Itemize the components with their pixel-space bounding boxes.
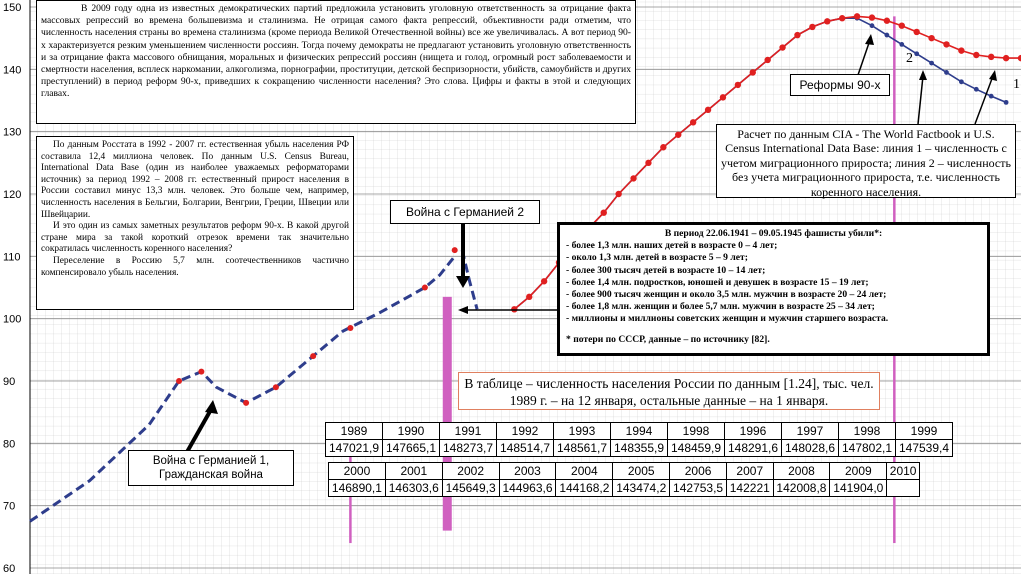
- year-cell: 1997: [782, 423, 839, 440]
- year-cell: 1999: [896, 423, 953, 440]
- year-cell: 2000: [329, 463, 386, 480]
- value-cell: 148291,6: [725, 440, 782, 457]
- fascists-item: - более 1,3 млн. наших детей в возрасте 0 – 4 лет;: [566, 240, 778, 252]
- fascists-item: - более 1,4 млн. подростков, юношей и девушек в возрасте 15 – 19 лет;: [566, 276, 869, 288]
- line2-point-26: [899, 42, 904, 47]
- line1-point-13: [705, 107, 711, 113]
- line1-point-15: [735, 82, 741, 88]
- line1-point-22: [839, 15, 845, 21]
- table-title: В таблице – численность населения России по данным [1.24], тыс. чел.: [464, 376, 874, 391]
- line1-point-1: [526, 294, 532, 300]
- year-cell: 2002: [442, 463, 499, 480]
- table-row-years: [326, 423, 953, 440]
- value-cell: 148273,7: [440, 440, 497, 457]
- early-point-5: [347, 325, 353, 331]
- y-tick-label-70: 70: [3, 500, 16, 513]
- line1-point-17: [764, 57, 770, 63]
- fascists-title: В период 22.06.1941 – 09.05.1945 фашисты убили*:: [664, 228, 883, 239]
- early-point-1: [198, 369, 204, 375]
- y-tick-label-90: 90: [3, 376, 16, 388]
- line2-point-25: [884, 33, 889, 38]
- line2-point-30: [959, 79, 964, 84]
- value-cell: 147539,4: [896, 440, 953, 457]
- line1-point-21: [824, 18, 830, 24]
- y-tick-label-100: 100: [3, 313, 22, 326]
- year-cell: 2001: [385, 463, 442, 480]
- y-tick-label-150: 150: [3, 2, 22, 14]
- war1-label: [128, 450, 294, 486]
- value-cell: 148561,7: [554, 440, 611, 457]
- year-cell: 1991: [440, 423, 497, 440]
- value-cell: 146303,6: [385, 480, 442, 497]
- value-cell: 148355,9: [611, 440, 668, 457]
- value-cell: 144963,6: [499, 480, 556, 497]
- year-cell: 1998: [839, 423, 896, 440]
- line1-point-32: [988, 54, 994, 60]
- war2-text: Война с Германией 2: [405, 205, 525, 219]
- line1-point-28: [928, 35, 934, 41]
- war2-label: [390, 200, 540, 224]
- war1-text: Война с Германией 1, Гражданская война: [152, 455, 270, 481]
- fascists-list: [566, 240, 981, 325]
- fascists-note: * потери по СССР, данные – по источнику [82].: [566, 333, 770, 345]
- line1-point-12: [690, 119, 696, 125]
- table-row-values: [329, 480, 920, 497]
- line1-point-19: [794, 32, 800, 38]
- line1-point-10: [660, 144, 666, 150]
- year-cell: 2007: [727, 463, 774, 480]
- line2-point-24: [870, 23, 875, 28]
- value-cell: 148459,9: [668, 440, 725, 457]
- line1-point-27: [913, 29, 919, 35]
- value-cell: 147665,1: [383, 440, 440, 457]
- line1-point-23: [854, 13, 860, 19]
- y-tick-label-60: 60: [3, 563, 16, 574]
- intro-text: В 2009 году одна из известных демократических партий предложила установить уголовную ответственность за отрицание факта массовых репрессий во времена большевизма и сталинизма. Не отрицая самого факта репрессий, объективности ради отметим, что численность населения страны во времена сталинизма (кроме периода Великой Отечественной войны) все же увеличивалась. А вот период 90-х характеризуется резким уменьшением численности россиян. Тогда почему демократы не предлагают установить уголовную ответственность и за отрицание факта массового обнищания, моральных и физических репрессий россиян (нищета и голод, огромный рост заболеваемости и смертности населения, всплеск наркомании, алкоголизма, порнографии, проституции, детской беспризорности, убийств, самоубийств и других преступлений) в период реформ 90-х, приведших к сокращению численности населения? Это слова. Цифры и факты в этой и следующих главах.: [41, 3, 631, 100]
- fascists-item: - более 900 тысяч женщин и около 3,5 млн. мужчин в возрасте 20 – 24 лет;: [566, 289, 887, 301]
- population-table-1: [325, 422, 953, 457]
- line1-point-11: [675, 132, 681, 138]
- y-tick-label-110: 110: [3, 251, 21, 264]
- value-cell: 148028,6: [782, 440, 839, 457]
- y-axis: [3, 0, 30, 574]
- y-tick-label-120: 120: [3, 189, 22, 201]
- fascists-item: - более 300 тысяч детей в возрасте 10 – 14 лет;: [566, 264, 766, 276]
- line1-point-16: [750, 69, 756, 75]
- fascists-item: - около 1,3 млн. детей в возрасте 5 – 9 лет;: [566, 252, 748, 264]
- line1-point-33: [1003, 55, 1009, 61]
- year-cell: 1994: [611, 423, 668, 440]
- value-cell: 142753,5: [670, 480, 727, 497]
- early-point-6: [422, 285, 428, 291]
- rosstat-paragraph-3: Переселение в Россию 5,7 млн. соотечественников частично компенсировало убыль населения.: [41, 255, 349, 278]
- table-caption: [458, 372, 880, 410]
- reforms-text: Реформы 90-х: [799, 78, 881, 92]
- year-cell: 2008: [773, 463, 830, 480]
- line1-point-31: [973, 52, 979, 58]
- early-point-3: [273, 384, 279, 390]
- line1-point-25: [884, 18, 890, 24]
- early-point-2: [243, 400, 249, 406]
- cia-box: [716, 124, 1016, 198]
- value-cell: 143474,2: [613, 480, 670, 497]
- year-cell: 2009: [830, 463, 887, 480]
- line2-point-27: [914, 51, 919, 56]
- value-cell: [887, 480, 920, 497]
- value-cell: 147802,1: [839, 440, 896, 457]
- line2-point-29: [944, 70, 949, 75]
- series-label-2: 2: [906, 51, 913, 66]
- rosstat-paragraph-1: По данным Росстата в 1992 - 2007 гг. естественная убыль населения РФ составила 12,4 миллиона человек. По данным U.S. Census Bureau, International Data Base (один из наиболее уважаемых реформаторами источник) за период 1992 – 2008 гг. естественный прирост населения в России составил минус 13,3 млн. человек. Это больше чем, например, численность населения в Бельгии, Болгарии, Венгрии, Греции, Швеции или Швейцарии.: [41, 140, 349, 220]
- fascists-item: - более 1,8 млн. женщин и более 5,7 млн. мужчин в возрасте 25 – 34 лет;: [566, 301, 875, 313]
- reforms-label: [790, 74, 890, 96]
- value-cell: 148514,7: [497, 440, 554, 457]
- value-cell: 141904,0: [830, 480, 887, 497]
- line2-point-28: [929, 61, 934, 66]
- year-cell: 1990: [383, 423, 440, 440]
- line1-point-9: [645, 160, 651, 166]
- line1-point-14: [720, 94, 726, 100]
- line1-point-7: [615, 191, 621, 197]
- line1-point-6: [601, 210, 607, 216]
- y-tick-label-130: 130: [3, 126, 22, 139]
- line1-point-8: [630, 175, 636, 181]
- rosstat-box: [36, 136, 354, 310]
- line2-point-31: [974, 87, 979, 92]
- year-cell: 1998: [668, 423, 725, 440]
- value-cell: 146890,1: [329, 480, 386, 497]
- line1-point-20: [809, 24, 815, 30]
- table-subtitle: 1989 г. – на 12 января, остальные данные – на 1 января.: [509, 393, 829, 408]
- population-table-2: [328, 462, 920, 497]
- line1-point-30: [958, 47, 964, 53]
- table-row-years: [329, 463, 920, 480]
- line1-point-2: [541, 278, 547, 284]
- intro-box: [36, 0, 636, 124]
- line2-point-32: [989, 94, 994, 99]
- early-point-0: [176, 378, 182, 384]
- series-label-1: 1: [1013, 77, 1020, 92]
- cia-text: Расчет по данным CIA - The World Factbook и U.S. Census International Data Base: линия 1 – численность с учетом миграционного прироста; линия 2 – численность без учета миграционного прироста, т.е. численность коренного населения.: [721, 127, 1011, 199]
- rosstat-paragraph-2: И это один из самых заметных результатов реформ 90-х. В какой другой стране мира за такой короткий отрезок времени так значительно сократилась численность коренного населения?: [41, 221, 349, 255]
- value-cell: 144168,2: [556, 480, 613, 497]
- line1-point-26: [899, 23, 905, 29]
- line1-point-29: [943, 41, 949, 47]
- year-cell: 2010: [887, 463, 920, 480]
- y-tick-label-140: 140: [3, 64, 22, 77]
- line2-point-33: [1004, 100, 1009, 105]
- table-row-values: [326, 440, 953, 457]
- y-tick-label-80: 80: [3, 438, 16, 451]
- year-cell: 2004: [556, 463, 613, 480]
- year-cell: 2006: [670, 463, 727, 480]
- fascists-box: [557, 222, 990, 356]
- year-cell: 1992: [497, 423, 554, 440]
- year-cell: 2005: [613, 463, 670, 480]
- value-cell: 142008,8: [773, 480, 830, 497]
- year-cell: 1989: [326, 423, 383, 440]
- value-cell: 145649,3: [442, 480, 499, 497]
- early-point-7: [452, 247, 458, 253]
- fascists-item: - миллионы и миллионы советских женщин и мужчин старшего возраста.: [566, 313, 889, 325]
- year-cell: 1993: [554, 423, 611, 440]
- value-cell: 147021,9: [326, 440, 383, 457]
- year-cell: 2003: [499, 463, 556, 480]
- year-cell: 1996: [725, 423, 782, 440]
- early-point-4: [310, 353, 316, 359]
- value-cell: 142221: [727, 480, 774, 497]
- line1-point-18: [779, 44, 785, 50]
- line1-point-24: [869, 14, 875, 20]
